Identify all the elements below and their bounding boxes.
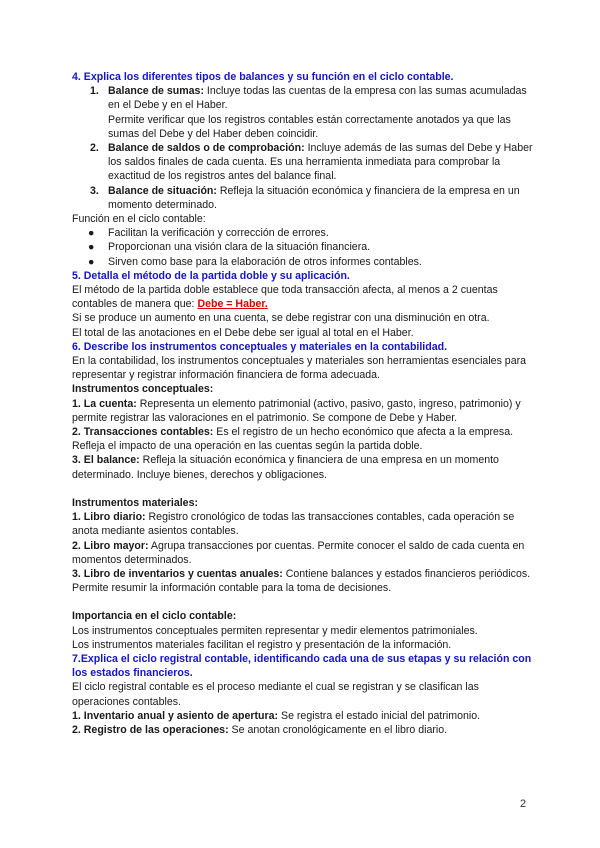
spacer (72, 482, 534, 496)
bullet-text: Facilitan la verificación y corrección de errores. (108, 227, 329, 240)
conceptual-item (72, 397, 534, 425)
list-item (72, 184, 534, 212)
q5-p3: El total de las anotaciones en el Debe debe ser igual al total en el Haber. (72, 326, 414, 339)
conceptual-item (72, 453, 534, 481)
q5-p2: Si se produce un aumento en una cuenta, se debe registrar con una disminución en otra. (72, 312, 490, 325)
item-text: Registro cronológico de todas las transacciones contables, cada operación se anota mediante asientos contables. (72, 511, 515, 538)
material-heading: Instrumentos materiales: (72, 496, 198, 509)
page-number: 2 (520, 798, 527, 810)
spacer (72, 595, 534, 609)
item-text: Se anotan cronológicamente en el libro diario. (228, 723, 448, 736)
importance-line: Los instrumentos conceptuales permiten representar y medir elementos patrimoniales. (72, 624, 478, 637)
list-item (72, 240, 534, 254)
function-bullets (72, 226, 534, 269)
q7-intro: El ciclo registral contable es el proceso mediante el cual se registran y se clasifican las operaciones contables. (72, 681, 479, 708)
item-title: 2. Libro mayor: (72, 539, 149, 552)
item-title: Balance de sumas: (108, 85, 204, 98)
item-number: 1. (90, 85, 99, 98)
conceptual-item (72, 425, 534, 453)
balance-types-list (72, 84, 534, 212)
item-text: Agrupa transacciones por cuentas. Permite conocer el saldo de cada cuenta en momentos determinados. (72, 539, 525, 566)
item-text: Refleja la situación económica y financiera de una empresa en un momento determinado. Incluye bienes, derechos y obligaciones. (72, 454, 499, 481)
item-title: Balance de saldos o de comprobación: (108, 142, 305, 155)
q7-heading: 7.Explica el ciclo registral contable, identificando cada una de sus etapas y su relación con los estados financieros. (72, 652, 532, 680)
item-text: Contiene balances y estados financieros periódicos. Permite resumir la información contable para la toma de decisiones. (72, 567, 531, 595)
item-title: 2. Transacciones contables: (72, 426, 214, 439)
bullet-icon: ● (88, 227, 95, 240)
item-title: 3. Libro de inventarios y cuentas anuales: (72, 567, 283, 580)
list-item (72, 84, 534, 141)
bullet-text: Proporcionan una visión clara de la situación financiera. (108, 241, 371, 254)
item-text: Incluye todas las cuentas de la empresa con las sumas acumuladas en el Debe y en el Haber. (108, 85, 527, 112)
bullet-icon: ● (88, 255, 95, 268)
item-title: 1. Libro diario: (72, 511, 146, 524)
list-item (72, 255, 534, 269)
item-title: Balance de situación: (108, 184, 217, 197)
item-title: 1. Inventario anual y asiento de apertura: (72, 709, 279, 722)
item-extra-text: Permite verificar que los registros contables están correctamente anotados ya que las sumas del Debe y del Haber deben coincidir. (108, 113, 511, 140)
item-text: Representa un elemento patrimonial (activo, pasivo, gasto, ingreso, patrimonio) y permite registrar las valoraciones en el patrimonio. Se compone de Debe y Haber. (72, 397, 521, 424)
function-label: Función en el ciclo contable: (72, 213, 206, 226)
q5-p1-text: El método de la partida doble establece que toda transacción afecta, al menos a 2 cuentas contables de manera que: (72, 284, 498, 311)
q4-heading: 4. Explica los diferentes tipos de balances y su función en el ciclo contable. (72, 71, 454, 83)
item-text: Se registra el estado inicial del patrimonio. (278, 709, 481, 722)
item-number: 3. (90, 184, 99, 197)
q5-paragraph (72, 283, 534, 311)
item-title: 2. Registro de las operaciones: (72, 723, 229, 736)
list-item (72, 226, 534, 240)
item-title: 3. El balance: (72, 454, 140, 467)
q6-intro: En la contabilidad, los instrumentos conceptuales y materiales son herramientas esenciales para representar y registrar información financiera de forma adecuada. (72, 355, 527, 382)
importance-heading: Importancia en el ciclo contable: (72, 610, 237, 623)
conceptual-heading: Instrumentos conceptuales: (72, 383, 214, 396)
debe-haber-highlight: Debe = Haber. (197, 298, 268, 311)
bullet-text: Sirven como base para la elaboración de otros informes contables. (108, 255, 422, 268)
item-text: Es el registro de un hecho económico que afecta a la empresa. Refleja el impacto de una operación en las cuentas según la partida doble. (72, 426, 514, 453)
bullet-icon: ● (88, 241, 95, 254)
item-title: 1. La cuenta: (72, 397, 137, 410)
item-text: Incluye además de las sumas del Debe y Haber los saldos finales de cada cuenta. Es una herramienta inmediata para comprobar la exactitud de los registros antes del balance final. (108, 142, 533, 183)
importance-line: Los instrumentos materiales facilitan el registro y presentación de la información. (72, 638, 452, 651)
q7-step (72, 709, 534, 723)
q7-step (72, 723, 534, 737)
page-content (72, 70, 534, 737)
q5-heading: 5. Detalla el método de la partida doble y su aplicación. (72, 269, 350, 282)
material-item (72, 539, 534, 567)
list-item (72, 141, 534, 184)
material-item (72, 510, 534, 538)
item-text: Refleja la situación económica y financiera de la empresa en un momento determinado. (108, 184, 520, 211)
material-item (72, 567, 534, 595)
q6-heading: 6. Describe los instrumentos conceptuales y materiales en la contabilidad. (72, 340, 448, 353)
item-number: 2. (90, 142, 99, 155)
